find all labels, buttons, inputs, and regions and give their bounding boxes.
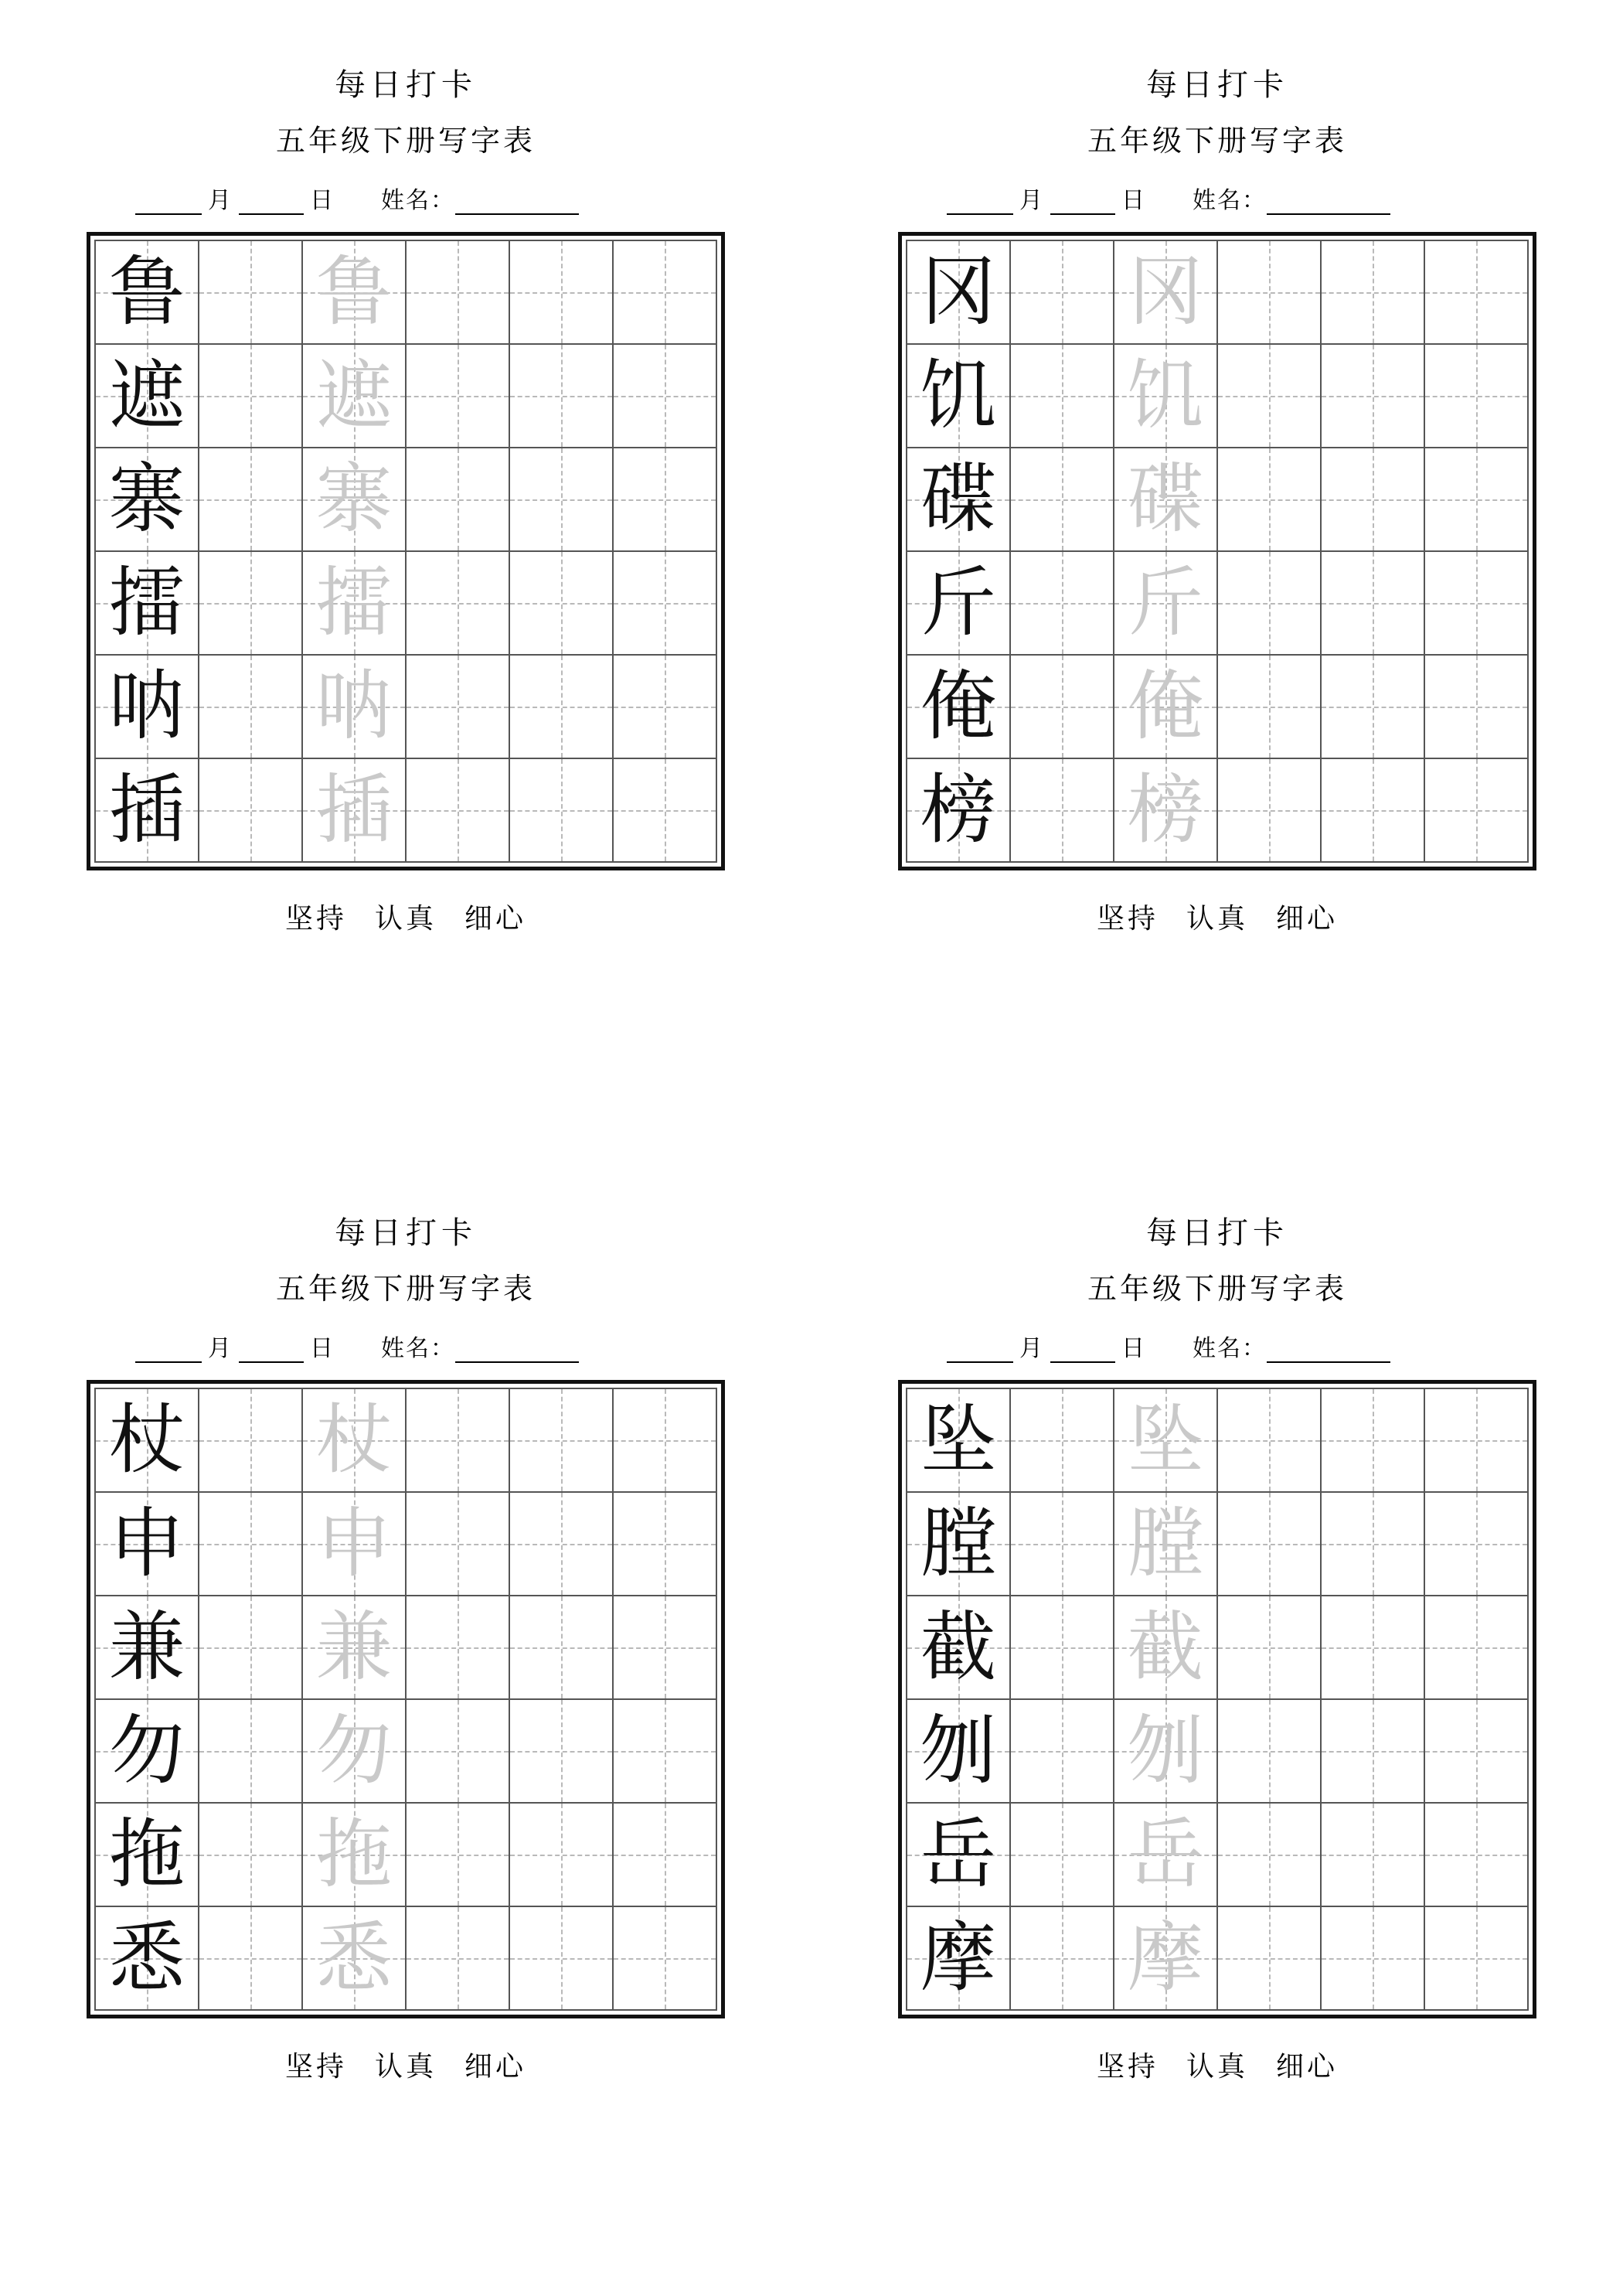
grid-cell: [199, 1389, 303, 1493]
practice-character: 坠: [920, 1396, 996, 1484]
grid-cell: [510, 1596, 614, 1700]
grid-cell: [510, 448, 614, 552]
grid-cell: [303, 1389, 407, 1493]
trace-character: 俺: [1127, 663, 1203, 751]
grid-cell: [1322, 1389, 1425, 1493]
grid-cell: [1218, 552, 1322, 656]
day-blank[interactable]: [1050, 193, 1115, 215]
practice-grid-frame: [898, 232, 1536, 870]
grid-cell: [1425, 448, 1529, 552]
grid-cell: [1114, 1804, 1218, 1907]
trace-character: 摩: [1127, 1914, 1203, 2002]
page-title: 每日打卡: [1146, 67, 1288, 103]
practice-character: 碟: [920, 455, 996, 543]
trace-character: 寨: [315, 455, 392, 543]
page-title: 每日打卡: [1146, 1215, 1288, 1251]
trace-character: 鲁: [315, 248, 392, 336]
grid-cell: [1218, 1804, 1322, 1907]
grid-cell: [614, 1389, 717, 1493]
practice-grid-frame: [898, 1380, 1536, 2018]
grid-cell: [199, 552, 303, 656]
name-blank[interactable]: [455, 1341, 579, 1363]
grid-cell: [1011, 656, 1114, 759]
grid-cell: [96, 241, 199, 345]
trace-character: 遮: [315, 352, 392, 440]
practice-character: 插: [108, 766, 185, 854]
practice-character: 膛: [920, 1500, 996, 1588]
grid-cell: [1011, 1493, 1114, 1596]
day-blank[interactable]: [1050, 1341, 1115, 1363]
grid-cell: [1011, 759, 1114, 863]
grid-cell: [1218, 241, 1322, 345]
grid-cell: [407, 1493, 510, 1596]
grid-cell: [907, 1907, 1011, 2011]
motto-row: [0, 2045, 812, 2084]
grid-cell: [407, 1596, 510, 1700]
grid-cell: [1114, 1596, 1218, 1700]
practice-character: 俺: [920, 663, 996, 751]
grid-cell: [1322, 1596, 1425, 1700]
motto-row: [812, 897, 1623, 936]
grid-cell: [1425, 1700, 1529, 1804]
motto-word-2: 认真: [1186, 903, 1248, 935]
practice-character: 饥: [920, 352, 996, 440]
grid-cell: [907, 656, 1011, 759]
meta-row: [900, 1329, 1534, 1363]
grid-cell: [407, 345, 510, 448]
practice-character: 刎: [920, 1707, 996, 1795]
worksheet-page: [812, 1148, 1623, 2296]
grid-cell: [96, 1907, 199, 2011]
grid-cell: [510, 1907, 614, 2011]
grid-cell: [1011, 552, 1114, 656]
grid-cell: [1114, 448, 1218, 552]
motto-word-2: 认真: [374, 903, 437, 935]
grid-cell: [199, 1493, 303, 1596]
motto-row: [0, 897, 812, 936]
trace-character: 呐: [315, 663, 392, 751]
grid-cell: [96, 1389, 199, 1493]
page-subtitle: 五年级下册写字表: [275, 1272, 536, 1306]
motto-word-3: 细心: [1276, 903, 1339, 935]
grid-cell: [303, 552, 407, 656]
motto-word-1: 坚持: [1096, 2051, 1159, 2083]
grid-cell: [407, 759, 510, 863]
grid-cell: [199, 759, 303, 863]
meta-row: [89, 181, 723, 215]
grid-cell: [1218, 1700, 1322, 1804]
grid-cell: [907, 1596, 1011, 1700]
trace-character: 杖: [315, 1396, 392, 1484]
grid-cell: [407, 1389, 510, 1493]
practice-character: 鲁: [108, 248, 185, 336]
grid-cell: [1425, 759, 1529, 863]
grid-cell: [1218, 1389, 1322, 1493]
grid-cell: [1114, 1700, 1218, 1804]
meta-row: [900, 181, 1534, 215]
grid-cell: [199, 241, 303, 345]
grid-cell: [614, 1907, 717, 2011]
grid-cell: [303, 656, 407, 759]
practice-character: 冈: [920, 248, 996, 336]
practice-character: 呐: [108, 663, 185, 751]
motto-word-3: 细心: [464, 903, 527, 935]
grid-cell: [1322, 448, 1425, 552]
trace-character: 刎: [1127, 1707, 1203, 1795]
practice-character: 寨: [108, 455, 185, 543]
grid-cell: [614, 552, 717, 656]
worksheet-page: [812, 0, 1623, 1148]
trace-character: 拖: [315, 1811, 392, 1899]
grid-cell: [1425, 1493, 1529, 1596]
grid-cell: [510, 552, 614, 656]
grid-cell: [1011, 1907, 1114, 2011]
practice-grid-frame: [87, 1380, 725, 2018]
grid-cell: [303, 759, 407, 863]
name-blank[interactable]: [1267, 193, 1390, 215]
grid-cell: [1011, 1804, 1114, 1907]
practice-grid: [94, 1388, 717, 2011]
practice-character: 悉: [108, 1914, 185, 2002]
grid-cell: [199, 1804, 303, 1907]
grid-cell: [1425, 1596, 1529, 1700]
month-blank[interactable]: [135, 193, 202, 215]
trace-character: 勿: [315, 1707, 392, 1795]
grid-cell: [1114, 759, 1218, 863]
motto-word-2: 认真: [374, 2051, 437, 2083]
worksheet-page: [0, 1148, 812, 2296]
grid-cell: [907, 1804, 1011, 1907]
grid-cell: [96, 1804, 199, 1907]
grid-cell: [1322, 1907, 1425, 2011]
grid-cell: [907, 552, 1011, 656]
page-subtitle: 五年级下册写字表: [1087, 124, 1347, 158]
practice-character: 斤: [920, 559, 996, 647]
grid-cell: [907, 241, 1011, 345]
month-label: 月: [208, 1335, 233, 1362]
grid-cell: [303, 1804, 407, 1907]
month-blank[interactable]: [135, 1341, 202, 1363]
grid-cell: [1425, 241, 1529, 345]
grid-cell: [907, 1389, 1011, 1493]
grid-cell: [1218, 656, 1322, 759]
day-label: 日: [310, 1335, 335, 1362]
name-label: 姓名：: [381, 1335, 455, 1362]
meta-row: [89, 1329, 723, 1363]
grid-cell: [510, 1493, 614, 1596]
grid-cell: [1218, 1493, 1322, 1596]
grid-cell: [1322, 1700, 1425, 1804]
month-label: 月: [1019, 1335, 1044, 1362]
motto-word-2: 认真: [1186, 2051, 1248, 2083]
grid-cell: [1114, 1493, 1218, 1596]
grid-cell: [614, 656, 717, 759]
grid-cell: [407, 552, 510, 656]
trace-character: 申: [315, 1500, 392, 1588]
grid-cell: [407, 1700, 510, 1804]
grid-cell: [303, 448, 407, 552]
grid-cell: [407, 1907, 510, 2011]
motto-word-3: 细心: [1276, 2051, 1339, 2083]
grid-cell: [1114, 656, 1218, 759]
grid-cell: [510, 1804, 614, 1907]
grid-cell: [1218, 1596, 1322, 1700]
grid-cell: [1425, 345, 1529, 448]
grid-cell: [303, 241, 407, 345]
day-label: 日: [1121, 187, 1146, 214]
grid-cell: [303, 1493, 407, 1596]
grid-cell: [96, 1700, 199, 1804]
grid-cell: [303, 1596, 407, 1700]
motto-word-1: 坚持: [284, 903, 347, 935]
grid-cell: [199, 1596, 303, 1700]
month-blank[interactable]: [947, 1341, 1013, 1363]
grid-cell: [510, 656, 614, 759]
grid-cell: [614, 345, 717, 448]
worksheet-page: [0, 0, 812, 1148]
grid-cell: [199, 1700, 303, 1804]
grid-cell: [1011, 241, 1114, 345]
grid-cell: [510, 1700, 614, 1804]
grid-cell: [1011, 448, 1114, 552]
grid-cell: [614, 759, 717, 863]
page-title: 每日打卡: [335, 1215, 477, 1251]
grid-cell: [510, 345, 614, 448]
name-blank[interactable]: [1267, 1341, 1390, 1363]
month-label: 月: [208, 187, 233, 214]
grid-cell: [1218, 759, 1322, 863]
grid-cell: [1425, 1804, 1529, 1907]
practice-character: 截: [920, 1603, 996, 1691]
grid-cell: [1011, 1389, 1114, 1493]
grid-cell: [96, 1493, 199, 1596]
grid-cell: [1425, 656, 1529, 759]
trace-character: 膛: [1127, 1500, 1203, 1588]
month-label: 月: [1019, 187, 1044, 214]
trace-character: 兼: [315, 1603, 392, 1691]
trace-character: 坠: [1127, 1396, 1203, 1484]
grid-cell: [407, 656, 510, 759]
grid-cell: [1011, 345, 1114, 448]
motto-word-3: 细心: [464, 2051, 527, 2083]
grid-cell: [614, 1493, 717, 1596]
trace-character: 斤: [1127, 559, 1203, 647]
grid-cell: [407, 448, 510, 552]
trace-character: 榜: [1127, 766, 1203, 854]
grid-cell: [407, 241, 510, 345]
motto-word-1: 坚持: [1096, 903, 1159, 935]
grid-cell: [1322, 1493, 1425, 1596]
practice-grid: [906, 240, 1529, 863]
grid-cell: [303, 1700, 407, 1804]
grid-cell: [407, 1804, 510, 1907]
trace-character: 悉: [315, 1914, 392, 2002]
trace-character: 冈: [1127, 248, 1203, 336]
grid-cell: [199, 1907, 303, 2011]
grid-cell: [1114, 1907, 1218, 2011]
page-subtitle: 五年级下册写字表: [275, 124, 536, 158]
grid-cell: [1011, 1596, 1114, 1700]
grid-cell: [1218, 345, 1322, 448]
grid-cell: [199, 656, 303, 759]
practice-character: 摩: [920, 1914, 996, 2002]
day-blank[interactable]: [239, 193, 304, 215]
grid-cell: [96, 345, 199, 448]
practice-grid-frame: [87, 232, 725, 870]
page-title: 每日打卡: [335, 67, 477, 103]
grid-cell: [1322, 345, 1425, 448]
trace-character: 饥: [1127, 352, 1203, 440]
name-label: 姓名：: [1193, 1335, 1267, 1362]
grid-cell: [1322, 656, 1425, 759]
day-label: 日: [1121, 1335, 1146, 1362]
trace-character: 插: [315, 766, 392, 854]
practice-character: 榜: [920, 766, 996, 854]
grid-cell: [96, 656, 199, 759]
grid-cell: [510, 759, 614, 863]
grid-cell: [1114, 552, 1218, 656]
grid-cell: [614, 241, 717, 345]
day-label: 日: [310, 187, 335, 214]
grid-cell: [303, 1907, 407, 2011]
page-subtitle: 五年级下册写字表: [1087, 1272, 1347, 1306]
grid-cell: [1322, 552, 1425, 656]
grid-cell: [1218, 448, 1322, 552]
trace-character: 截: [1127, 1603, 1203, 1691]
grid-cell: [614, 1700, 717, 1804]
grid-cell: [1425, 1907, 1529, 2011]
grid-cell: [1322, 241, 1425, 345]
name-blank[interactable]: [455, 193, 579, 215]
motto-row: [812, 2045, 1623, 2084]
grid-cell: [907, 1493, 1011, 1596]
grid-cell: [510, 1389, 614, 1493]
grid-cell: [614, 1804, 717, 1907]
grid-cell: [1425, 1389, 1529, 1493]
practice-grid: [94, 240, 717, 863]
grid-cell: [1114, 1389, 1218, 1493]
practice-character: 勿: [108, 1707, 185, 1795]
grid-cell: [614, 448, 717, 552]
grid-cell: [96, 1596, 199, 1700]
practice-character: 擂: [108, 559, 185, 647]
grid-cell: [96, 759, 199, 863]
practice-grid: [906, 1388, 1529, 2011]
grid-cell: [96, 552, 199, 656]
practice-character: 拖: [108, 1811, 185, 1899]
grid-cell: [1218, 1907, 1322, 2011]
grid-cell: [510, 241, 614, 345]
grid-cell: [907, 759, 1011, 863]
grid-cell: [907, 448, 1011, 552]
grid-cell: [303, 345, 407, 448]
practice-character: 兼: [108, 1603, 185, 1691]
grid-cell: [1114, 241, 1218, 345]
grid-cell: [1322, 759, 1425, 863]
grid-cell: [614, 1596, 717, 1700]
practice-character: 杖: [108, 1396, 185, 1484]
grid-cell: [1114, 345, 1218, 448]
grid-cell: [907, 1700, 1011, 1804]
grid-cell: [96, 448, 199, 552]
practice-character: 申: [108, 1500, 185, 1588]
practice-character: 遮: [108, 352, 185, 440]
motto-word-1: 坚持: [284, 2051, 347, 2083]
trace-character: 岳: [1127, 1811, 1203, 1899]
grid-cell: [907, 345, 1011, 448]
name-label: 姓名：: [381, 187, 455, 214]
month-blank[interactable]: [947, 193, 1013, 215]
grid-cell: [1425, 552, 1529, 656]
trace-character: 擂: [315, 559, 392, 647]
day-blank[interactable]: [239, 1341, 304, 1363]
grid-cell: [199, 448, 303, 552]
practice-character: 岳: [920, 1811, 996, 1899]
grid-cell: [1011, 1700, 1114, 1804]
grid-cell: [199, 345, 303, 448]
grid-cell: [1322, 1804, 1425, 1907]
trace-character: 碟: [1127, 455, 1203, 543]
name-label: 姓名：: [1193, 187, 1267, 214]
